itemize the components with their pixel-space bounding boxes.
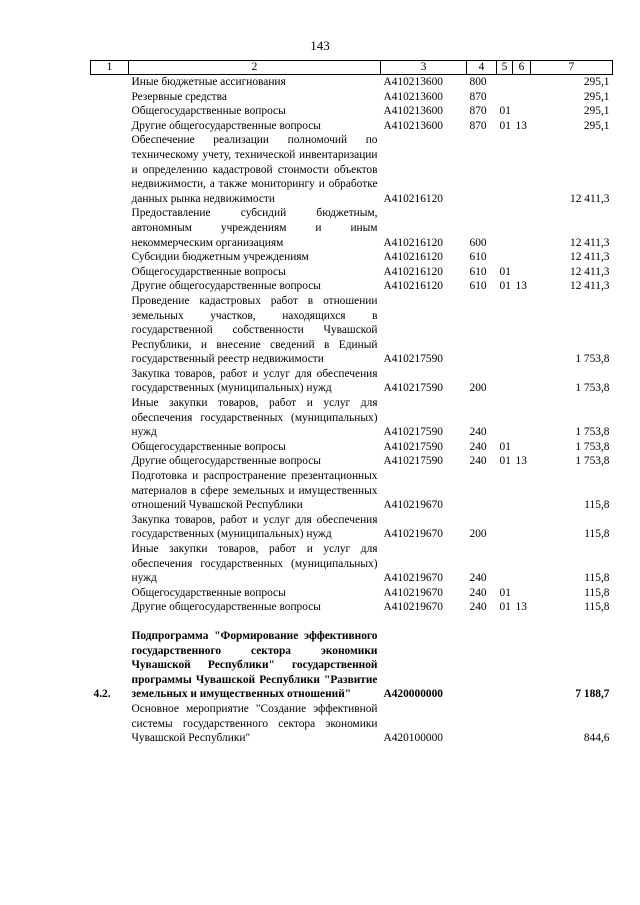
target-code-cell: А420100000 — [383, 732, 443, 745]
item-name-cell: Основное мероприятие "Создание эффективной системы государственного сектора экономики Чувашской Республики" — [131, 702, 378, 745]
table-row — [91, 367, 613, 396]
row-number-cell — [91, 133, 129, 206]
expense-type-cell: 240 — [469, 426, 487, 439]
target-code-cell: А410213600 — [383, 105, 443, 118]
column-header: 6 — [513, 61, 531, 75]
target-code-cell: А410213600 — [383, 76, 443, 88]
expense-type-cell: 240 — [469, 455, 487, 468]
section-code-cell — [497, 294, 513, 367]
amount-cell: 844,6 — [583, 732, 610, 745]
section-code-cell: 01 — [499, 601, 511, 614]
row-number-cell — [91, 600, 129, 615]
target-code-cell: А410216120 — [383, 280, 443, 293]
expense-type-cell — [467, 702, 497, 746]
row-number-cell — [91, 513, 129, 542]
target-code-cell: А410216120 — [383, 251, 443, 264]
table-row — [91, 454, 613, 469]
row-number-cell — [91, 90, 129, 105]
subsection-code-cell — [513, 542, 531, 586]
item-name-cell: Иные закупки товаров, работ и услуг для обеспечения государственных (муниципальных) нужд — [131, 543, 378, 585]
subsection-code-cell: 13 — [515, 601, 527, 614]
row-number-cell — [91, 586, 129, 601]
amount-cell: 12 411,3 — [570, 192, 610, 205]
target-code-cell: А410217590 — [383, 382, 443, 395]
target-code-cell: А410219670 — [383, 572, 443, 585]
column-header: 3 — [381, 61, 467, 75]
amount-cell: 12 411,3 — [570, 251, 610, 264]
column-header: 4 — [467, 61, 497, 75]
row-number-cell: 4.2. — [93, 688, 111, 701]
amount-cell: 1 753,8 — [575, 382, 610, 395]
table-row — [91, 119, 613, 134]
column-header: 1 — [91, 61, 129, 75]
item-name-cell: Другие общегосударственные вопросы — [131, 280, 321, 293]
row-number-cell — [91, 279, 129, 294]
amount-cell: 1 753,8 — [575, 440, 610, 453]
table-header-row — [91, 61, 613, 75]
table-row — [91, 250, 613, 265]
section-code-cell — [497, 90, 513, 105]
subsection-code-cell — [513, 469, 531, 513]
table-row — [91, 294, 613, 367]
column-header: 7 — [531, 61, 613, 75]
subsection-code-cell — [513, 104, 531, 119]
row-number-cell — [91, 440, 129, 455]
amount-cell: 295,1 — [583, 119, 610, 132]
row-number-cell — [91, 454, 129, 469]
subsection-code-cell — [513, 702, 531, 746]
item-name-cell: Проведение кадастровых работ в отношении земельных участков, находящихся в государственной собственности Чувашской Республики, и внесение сведений в Единый государственный реестр недвижимости — [131, 294, 378, 366]
section-code-cell — [497, 629, 513, 702]
target-code-cell: А410219670 — [383, 528, 443, 541]
subsection-code-cell — [513, 206, 531, 250]
amount-cell: 115,8 — [584, 499, 610, 512]
subsection-code-cell: 13 — [515, 119, 527, 132]
amount-cell: 295,1 — [583, 76, 610, 88]
table-row — [91, 206, 613, 250]
table-body — [91, 75, 613, 746]
table-row — [91, 513, 613, 542]
expense-type-cell: 610 — [469, 265, 487, 278]
item-name-cell: Общегосударственные вопросы — [131, 586, 286, 599]
section-code-cell: 01 — [499, 119, 511, 132]
item-name-cell: Подготовка и распространение презентационных материалов в сфере земельных и имущественных отношений Чувашской Республики — [131, 470, 378, 512]
spacer-cell — [91, 615, 613, 629]
table-row — [91, 104, 613, 119]
amount-cell: 1 753,8 — [575, 455, 610, 468]
expense-type-cell: 240 — [469, 572, 487, 585]
section-code-cell — [497, 133, 513, 206]
table-row — [91, 702, 613, 746]
expense-type-cell: 240 — [469, 586, 487, 599]
item-name-cell: Общегосударственные вопросы — [131, 265, 286, 278]
table-row — [91, 469, 613, 513]
amount-cell: 12 411,3 — [570, 265, 610, 278]
expense-type-cell: 610 — [469, 280, 487, 293]
row-number-cell — [91, 367, 129, 396]
table-row — [91, 440, 613, 455]
section-code-cell — [497, 469, 513, 513]
section-code-cell: 01 — [499, 586, 511, 599]
section-code-cell — [497, 250, 513, 265]
amount-cell: 295,1 — [583, 90, 610, 103]
subsection-code-cell — [513, 133, 531, 206]
target-code-cell: А410217590 — [383, 440, 443, 453]
item-name-cell: Общегосударственные вопросы — [131, 440, 286, 453]
target-code-cell: А410216120 — [383, 265, 443, 278]
section-code-cell — [497, 367, 513, 396]
expense-type-cell: 200 — [469, 528, 487, 541]
spacer-row — [91, 615, 613, 629]
target-code-cell: А410216120 — [383, 236, 443, 249]
expense-type-cell — [467, 629, 497, 702]
item-name-cell: Иные закупки товаров, работ и услуг для обеспечения государственных (муниципальных) нужд — [131, 397, 378, 439]
section-code-cell: 01 — [499, 105, 511, 118]
amount-cell: 115,8 — [584, 528, 610, 541]
subsection-code-cell — [513, 75, 531, 90]
table-row — [91, 75, 613, 90]
table-row — [91, 133, 613, 206]
row-number-cell — [91, 702, 129, 746]
table-row — [91, 600, 613, 615]
section-code-cell — [497, 542, 513, 586]
subsection-code-cell — [513, 586, 531, 601]
item-name-cell: Другие общегосударственные вопросы — [131, 119, 321, 132]
section-code-cell — [497, 206, 513, 250]
item-name-cell: Подпрограмма "Формирование эффективного государственного сектора экономики Чувашской Республики" государственной программы Чувашской Республики "Развитие земельных и имущественных отношений" — [131, 629, 378, 701]
amount-cell: 7 188,7 — [575, 688, 610, 701]
row-number-cell — [91, 104, 129, 119]
section-code-cell: 01 — [499, 280, 511, 293]
column-header: 5 — [497, 61, 513, 75]
expense-type-cell — [467, 469, 497, 513]
row-number-cell — [91, 542, 129, 586]
subsection-code-cell — [513, 629, 531, 702]
row-number-cell — [91, 294, 129, 367]
section-code-cell — [497, 513, 513, 542]
target-code-cell: А410217590 — [383, 455, 443, 468]
amount-cell: 1 753,8 — [575, 353, 610, 366]
amount-cell: 115,8 — [584, 601, 610, 614]
target-code-cell: А410217590 — [383, 353, 443, 366]
subsection-code-cell: 13 — [515, 280, 527, 293]
target-code-cell: А410213600 — [383, 90, 443, 103]
expense-type-cell: 870 — [469, 119, 487, 132]
section-code-cell — [497, 702, 513, 746]
item-name-cell: Другие общегосударственные вопросы — [131, 455, 321, 468]
target-code-cell: А410213600 — [383, 119, 443, 132]
section-code-cell — [497, 75, 513, 90]
expense-type-cell: 600 — [469, 236, 487, 249]
amount-cell: 12 411,3 — [570, 236, 610, 249]
item-name-cell: Предоставление субсидий бюджетным, автономным учреждениям и иным некоммерческим организациям — [131, 207, 378, 249]
table-row — [91, 542, 613, 586]
row-number-cell — [91, 396, 129, 440]
subsection-code-cell — [513, 90, 531, 105]
row-number-cell — [91, 119, 129, 134]
item-name-cell: Иные бюджетные ассигнования — [131, 76, 286, 88]
target-code-cell: А410219670 — [383, 601, 443, 614]
table-row — [91, 629, 613, 702]
table-row — [91, 396, 613, 440]
item-name-cell: Общегосударственные вопросы — [131, 105, 286, 118]
section-code-cell: 01 — [499, 265, 511, 278]
target-code-cell: А410216120 — [383, 192, 443, 205]
subsection-code-cell — [513, 294, 531, 367]
subsection-code-cell — [513, 396, 531, 440]
expense-type-cell: 610 — [469, 251, 487, 264]
row-number-cell — [91, 75, 129, 90]
item-name-cell: Резервные средства — [131, 90, 227, 103]
item-name-cell: Закупка товаров, работ и услуг для обеспечения государственных (муниципальных) нужд — [131, 367, 378, 395]
target-code-cell: А410219670 — [383, 586, 443, 599]
section-code-cell: 01 — [499, 440, 511, 453]
amount-cell: 12 411,3 — [570, 280, 610, 293]
expense-type-cell: 200 — [469, 382, 487, 395]
item-name-cell: Субсидии бюджетным учреждениям — [131, 251, 309, 264]
section-code-cell — [497, 396, 513, 440]
column-header: 2 — [129, 61, 381, 75]
amount-cell: 115,8 — [584, 572, 610, 585]
expense-type-cell — [467, 294, 497, 367]
row-number-cell — [91, 250, 129, 265]
subsection-code-cell — [513, 265, 531, 280]
expense-type-cell: 800 — [469, 76, 487, 88]
subsection-code-cell — [513, 367, 531, 396]
subsection-code-cell — [513, 513, 531, 542]
subsection-code-cell — [513, 440, 531, 455]
subsection-code-cell — [513, 250, 531, 265]
item-name-cell: Закупка товаров, работ и услуг для обеспечения государственных (муниципальных) нужд — [131, 513, 378, 541]
amount-cell: 115,8 — [584, 586, 610, 599]
expense-type-cell: 240 — [469, 440, 487, 453]
table-row — [91, 265, 613, 280]
page-number: 143 — [310, 38, 330, 53]
item-name-cell: Другие общегосударственные вопросы — [131, 601, 321, 614]
expense-type-cell: 870 — [469, 105, 487, 118]
expense-type-cell — [467, 133, 497, 206]
row-number-cell — [91, 265, 129, 280]
expense-type-cell: 240 — [469, 601, 487, 614]
table-row — [91, 586, 613, 601]
subsection-code-cell: 13 — [515, 455, 527, 468]
budget-table — [90, 60, 613, 746]
section-code-cell: 01 — [499, 455, 511, 468]
item-name-cell: Обеспечение реализации полномочий по техническому учету, технической инвентаризации и определению кадастровой стоимости объектов недвижимости, а также мониторингу и обработке данных рынка недвижимости — [131, 134, 378, 205]
table-row — [91, 279, 613, 294]
amount-cell: 1 753,8 — [575, 426, 610, 439]
target-code-cell: А410217590 — [383, 426, 443, 439]
row-number-cell — [91, 206, 129, 250]
table-row — [91, 90, 613, 105]
row-number-cell — [91, 469, 129, 513]
expense-type-cell: 870 — [469, 90, 487, 103]
amount-cell: 295,1 — [583, 105, 610, 118]
target-code-cell: А410219670 — [383, 499, 443, 512]
target-code-cell: А420000000 — [383, 688, 443, 701]
